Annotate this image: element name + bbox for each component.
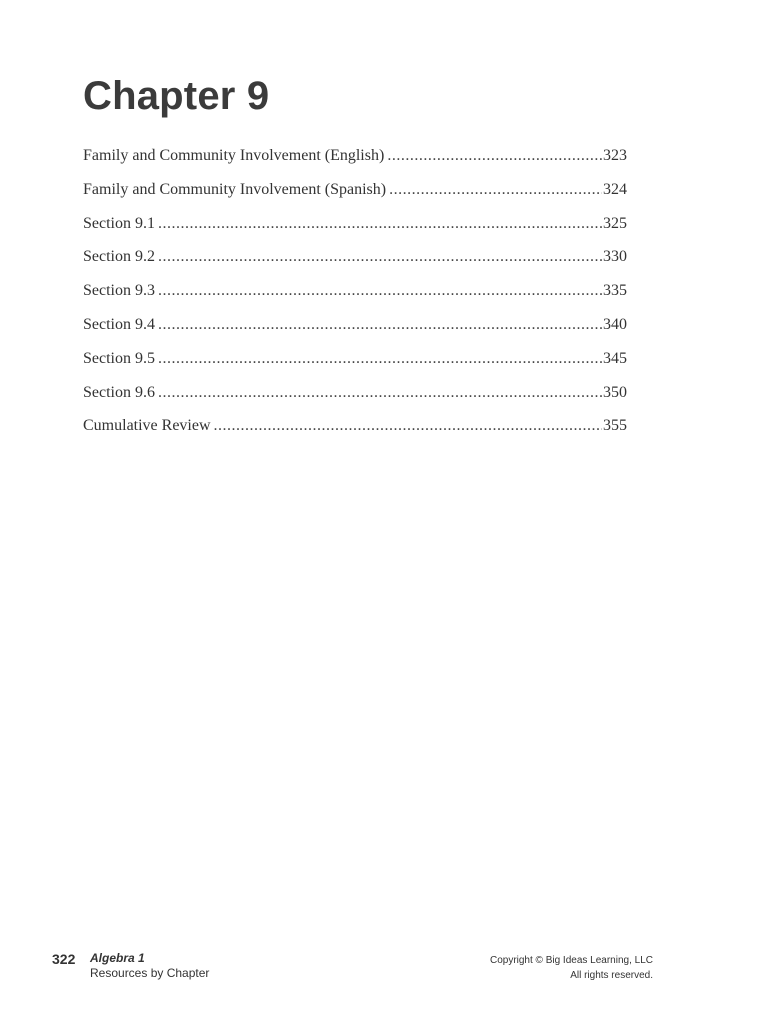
toc-dot-leader bbox=[158, 215, 602, 233]
toc-entry bbox=[83, 350, 627, 384]
toc-dot-leader bbox=[158, 282, 602, 300]
toc-entry bbox=[83, 215, 627, 249]
toc-dot-leader bbox=[158, 350, 602, 368]
toc-entry bbox=[83, 181, 627, 215]
toc-entry-page: 330 bbox=[603, 248, 627, 266]
footer-page-number: 322 bbox=[52, 951, 76, 967]
toc-entry bbox=[83, 248, 627, 282]
table-of-contents bbox=[83, 147, 627, 451]
toc-entry-label: Section 9.3 bbox=[83, 282, 155, 300]
toc-dot-leader bbox=[389, 181, 602, 199]
toc-entry-label: Family and Community Involvement (Spanish) bbox=[83, 180, 387, 198]
toc-dot-leader bbox=[214, 417, 602, 435]
toc-entry bbox=[83, 316, 627, 350]
copyright-line: Copyright © Big Ideas Learning, LLC bbox=[489, 955, 653, 966]
toc-entry-label: Cumulative Review bbox=[83, 417, 211, 435]
toc-entry-label: Section 9.1 bbox=[83, 214, 155, 232]
toc-entry bbox=[83, 384, 627, 418]
footer-book-title: Algebra 1 bbox=[90, 951, 145, 965]
rights-line: All rights reserved. bbox=[570, 970, 653, 981]
toc-entry-label: Section 9.5 bbox=[83, 349, 155, 367]
toc-entry-page: 335 bbox=[603, 282, 627, 300]
toc-entry-page: 345 bbox=[603, 349, 627, 367]
toc-entry-label: Section 9.2 bbox=[83, 248, 155, 266]
footer-book-info bbox=[90, 951, 209, 981]
toc-dot-leader bbox=[158, 316, 602, 334]
toc-entry-page: 340 bbox=[603, 315, 627, 333]
toc-entry bbox=[83, 147, 627, 181]
chapter-title: Chapter 9 bbox=[83, 74, 270, 118]
toc-entry bbox=[83, 282, 627, 316]
toc-entry-page: 355 bbox=[603, 417, 627, 435]
toc-entry-label: Section 9.6 bbox=[83, 383, 155, 401]
toc-entry-page: 324 bbox=[603, 180, 627, 198]
toc-entry-page: 350 bbox=[603, 383, 627, 401]
toc-entry-page: 325 bbox=[603, 214, 627, 232]
toc-entry-label: Section 9.4 bbox=[83, 315, 155, 333]
toc-entry bbox=[83, 417, 627, 451]
toc-dot-leader bbox=[387, 147, 602, 165]
toc-entry-label: Family and Community Involvement (English) bbox=[83, 147, 385, 164]
toc-entry-page: 323 bbox=[603, 147, 627, 164]
toc-dot-leader bbox=[158, 248, 602, 266]
footer-copyright bbox=[490, 953, 653, 983]
footer-book-subtitle: Resources by Chapter bbox=[90, 966, 210, 980]
toc-dot-leader bbox=[158, 384, 602, 402]
